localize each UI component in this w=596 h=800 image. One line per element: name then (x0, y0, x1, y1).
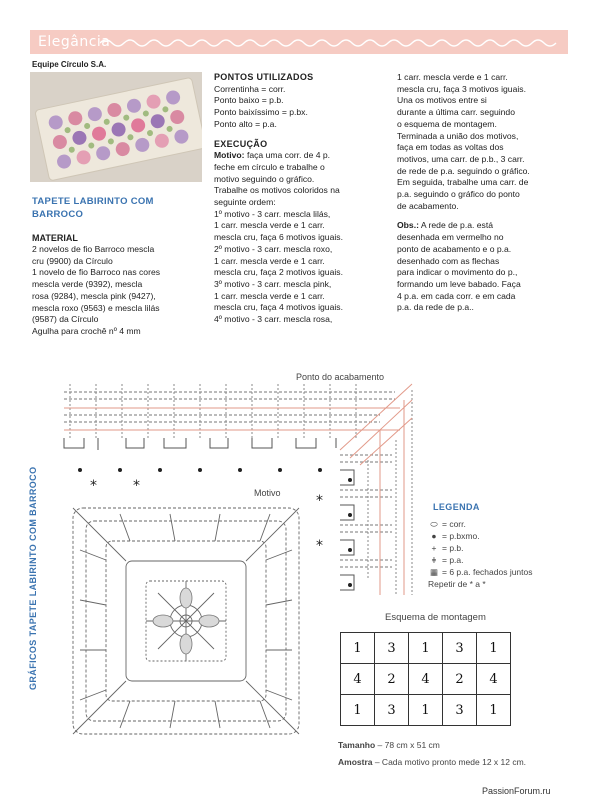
slip-stitch-icon: ● (431, 531, 437, 541)
stitch-line: Ponto baixo = p.b. (214, 95, 284, 106)
svg-text:*: * (133, 478, 140, 494)
motif-chart (73, 508, 299, 734)
assembly-line: Una os motivos entre si (397, 95, 487, 106)
grid-cell: 3 (375, 695, 409, 726)
assembly-line: faça em todas as voltas dos (397, 142, 504, 153)
grid-cell: 2 (443, 664, 477, 695)
motif-label: Motivo: (214, 150, 245, 161)
material-line: cru (9900) da Círculo (32, 255, 113, 266)
sample-info (338, 757, 526, 767)
material-line: 1 novelo de fio Barroco nas cores (32, 267, 161, 278)
watermark: PassionForum.ru (482, 786, 551, 796)
obs-line: formando um leve babado. Faça (397, 278, 521, 289)
execution-line: seguinte ordem: (214, 197, 276, 208)
section-title: Elegância (38, 34, 111, 50)
assembly-line: p.a. seguindo o gráfico do ponto (397, 189, 520, 200)
material-line: (9587) da Círculo (32, 314, 99, 325)
single-crochet-icon: + (431, 543, 437, 553)
stitch-line: Ponto baixíssimo = p.bx. (214, 107, 308, 118)
assembly-line: mescla cru, faça 3 motivos iguais. (397, 83, 526, 94)
motif-intro (214, 150, 384, 162)
material-heading: MATERIAL (32, 233, 78, 243)
material-line: mescla verde (9392), mescla (32, 279, 143, 290)
grid-cell: 1 (477, 695, 511, 726)
execution-line: mescla cru, faça 2 motivos iguais. (214, 267, 343, 278)
legend-text: = p.a. (442, 555, 464, 565)
obs-line: 4 p.a. em cada corr. e em cada (397, 290, 516, 301)
material-line: rosa (9284), mescla pink (9427), (32, 290, 156, 301)
motif-chart-label: Motivo (254, 488, 281, 498)
pattern-title-line-1: TAPETE LABIRINTO COM (32, 196, 154, 207)
assembly-line: Em seguida, trabalhe uma carr. de (397, 177, 529, 188)
assembly-line: de acabamento. (397, 200, 459, 211)
execution-line: Trabalhe os motivos coloridos na (214, 185, 340, 196)
material-line: Agulha para crochê nº 4 mm (32, 325, 141, 336)
assembly-line: 1 carr. mescla verde e 1 carr. (397, 72, 508, 82)
assembly-scheme-grid (340, 632, 511, 726)
legend-item (428, 518, 533, 530)
execution-line: motivo seguindo o gráfico. (214, 173, 315, 184)
pattern-title-line-2: BARROCO (32, 209, 84, 220)
legend-heading: LEGENDA (433, 502, 480, 512)
sample-label: Amostra (338, 757, 373, 767)
obs-line: ponto de acabamento e o p.a. (397, 243, 512, 254)
svg-text:*: * (316, 493, 323, 509)
repeat-asterisks (90, 478, 323, 554)
grid-cell: 1 (341, 695, 375, 726)
sample-value: – Cada motivo pronto mede 12 x 12 cm. (372, 757, 527, 767)
double-crochet-icon: ǂ (431, 555, 437, 565)
chain-icon: ⬭ (430, 519, 438, 529)
execution-line: 4º motivo - 3 carr. mescla rosa, (214, 314, 333, 325)
stitch-line: Ponto alto = p.a. (214, 118, 277, 129)
assembly-line: de rede de p.a. seguindo o gráfico. (397, 165, 530, 176)
execution-line: mescla cru, faça 6 motivos iguais. (214, 232, 343, 243)
obs-intro (397, 220, 569, 232)
execution-line: 1 carr. mescla verde e 1 carr. (214, 220, 325, 231)
execution-line: feche em círculo e trabalhe o (214, 161, 325, 172)
grid-row (341, 695, 511, 726)
execution-line: 3º motivo - 3 carr. mescla pink, (214, 278, 332, 289)
legend-item (428, 578, 533, 590)
assembly-line: Terminada a união dos motivos, (397, 130, 519, 141)
assembly-scheme-title: Esquema de montagem (385, 612, 486, 623)
size-value: – 78 cm x 51 cm (375, 740, 440, 750)
grid-cell: 2 (375, 664, 409, 695)
execution-line: 1 carr. mescla verde e 1 carr. (214, 255, 325, 266)
grid-row (341, 633, 511, 664)
execution-line: mescla cru, faça 4 motivos iguais. (214, 302, 343, 313)
assembly-line: motivos, uma carr. de p.b., 3 carr. (397, 153, 525, 164)
grid-cell: 4 (341, 664, 375, 695)
execution-line: 1 carr. mescla verde e 1 carr. (214, 290, 325, 301)
size-info (338, 740, 440, 750)
grid-cell: 1 (341, 633, 375, 664)
instructions-column-3 (397, 72, 569, 314)
grid-cell: 3 (443, 633, 477, 664)
cluster-icon: ▦ (429, 567, 439, 577)
grid-cell: 4 (409, 664, 443, 695)
obs-line: p.a. da rede de p.a.. (397, 302, 474, 313)
edging-dots (78, 468, 352, 587)
grid-cell: 3 (375, 633, 409, 664)
credit-line: Equipe Círculo S.A. (32, 60, 107, 69)
svg-text:*: * (316, 538, 323, 554)
material-line: 2 novelos de fio Barroco mescla (32, 244, 155, 254)
stitch-line: Correntinha = corr. (214, 83, 286, 94)
obs-intro-text: A rede de p.a. está (418, 220, 494, 231)
instructions-column-2 (214, 72, 384, 326)
grid-row (341, 664, 511, 695)
edging-red-mesh (64, 384, 412, 595)
grid-cell: 1 (409, 633, 443, 664)
edging-chart-label: Ponto do acabamento (296, 372, 385, 382)
stitches-heading: PONTOS UTILIZADOS (214, 72, 314, 82)
obs-line: desenhada em vermelho no (397, 232, 504, 243)
obs-line: desenhado com as flechas (397, 255, 500, 266)
legend-text: Repetir de * a * (428, 579, 486, 589)
obs-line: para indicar o movimento do p., (397, 267, 518, 278)
execution-heading: EXECUÇÃO (214, 138, 268, 149)
legend-item (428, 530, 533, 542)
legend-text: = p.bxmo. (442, 531, 480, 541)
legend-text: = corr. (442, 519, 466, 529)
grid-cell: 1 (409, 695, 443, 726)
legend-item (428, 542, 533, 554)
execution-line: 1º motivo - 3 carr. mescla lilás, (214, 208, 331, 219)
edging-chart (64, 384, 412, 595)
svg-text:*: * (90, 478, 97, 494)
legend-text: = 6 p.a. fechados juntos (442, 567, 533, 577)
legend-item (428, 566, 533, 578)
assembly-line: durante a última carr. seguindo (397, 107, 515, 118)
size-label: Tamanho (338, 740, 376, 750)
material-line: mescla roxo (9563) e mescla lilás (32, 302, 160, 313)
grid-cell: 3 (443, 695, 477, 726)
motif-intro-text: faça uma corr. de 4 p. (244, 150, 331, 161)
charts-vertical-title: GRÁFICOS TAPETE LABIRINTO COM BARROCO (28, 466, 38, 690)
assembly-line: o esquema de montagem. (397, 118, 497, 129)
rug-photo (30, 72, 202, 182)
legend-item (428, 554, 533, 566)
grid-cell: 4 (477, 664, 511, 695)
legend-text: = p.b. (442, 543, 464, 553)
legend (428, 518, 533, 590)
material-list (32, 244, 208, 338)
pattern-title (32, 195, 202, 221)
grid-cell: 1 (477, 633, 511, 664)
obs-label: Obs.: (397, 220, 419, 231)
header-wave-ornament (100, 36, 560, 50)
execution-line: 2º motivo - 3 carr. mescla roxo, (214, 243, 333, 254)
